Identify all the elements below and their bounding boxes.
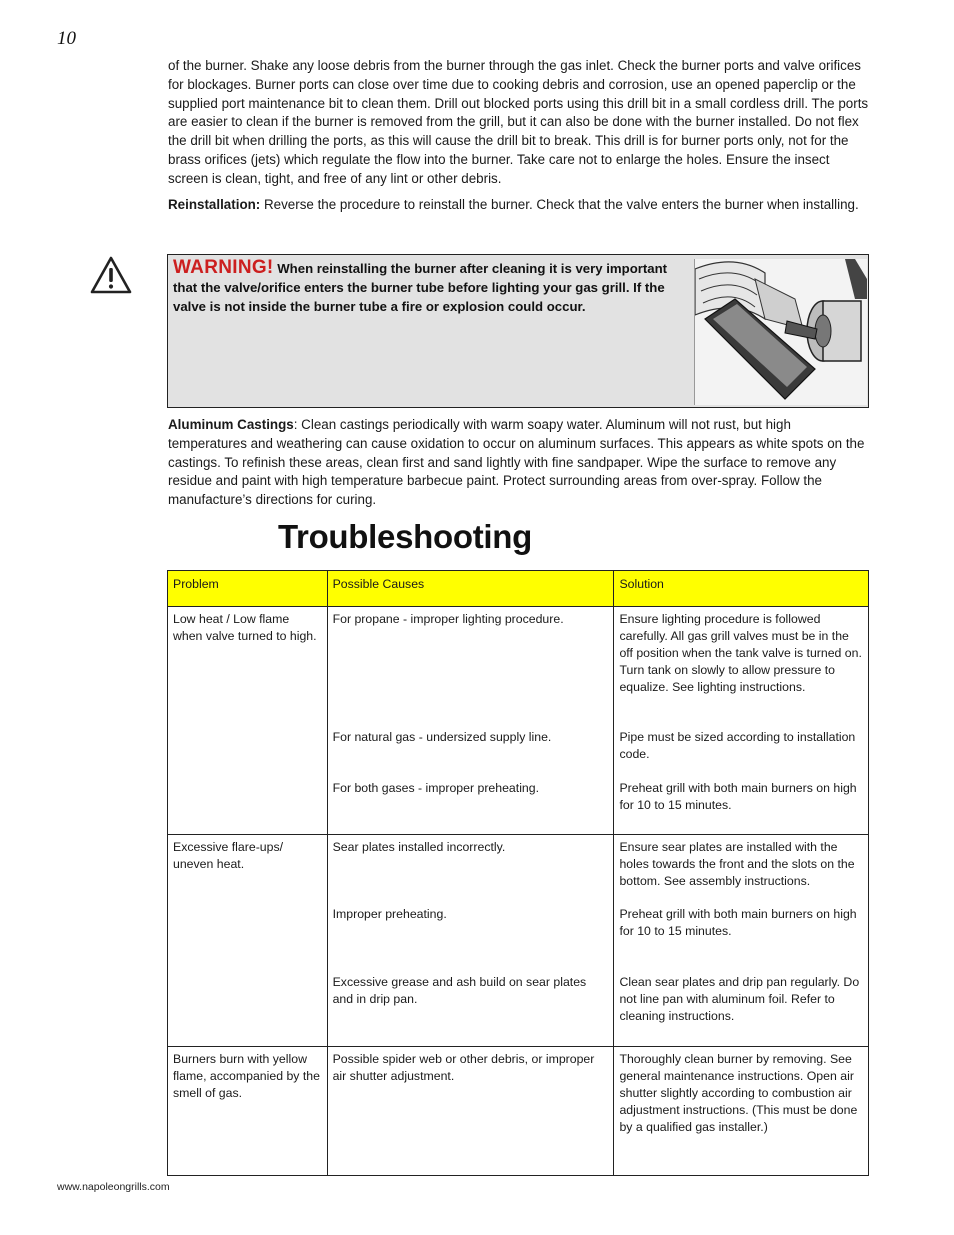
reinstallation-paragraph xyxy=(168,196,870,215)
warning-box xyxy=(167,254,869,408)
aluminum-castings-paragraph xyxy=(168,416,870,510)
table-row xyxy=(168,607,869,835)
troubleshooting-table xyxy=(167,570,869,1176)
warning-triangle-icon xyxy=(89,255,133,295)
cause-entry: For both gases - improper preheating. xyxy=(332,781,540,795)
solution-cell xyxy=(614,607,869,835)
problem-cell: Excessive flare-ups/ uneven heat. xyxy=(168,835,328,1047)
aluminum-label: Aluminum Castings xyxy=(168,417,294,432)
solution-entry: Clean sear plates and drip pan regularly. Do not line pan with aluminum foil. Refer to cleaning instructions. xyxy=(619,975,860,1023)
solution-entry: Preheat grill with both main burners on high for 10 to 15 minutes. xyxy=(619,781,857,812)
reinstallation-text: Reverse the procedure to reinstall the burner. Check that the valve enters the burner when installing. xyxy=(260,197,859,212)
solution-entry: Preheat grill with both main burners on high for 10 to 15 minutes. xyxy=(619,907,857,938)
page-number: 10 xyxy=(57,28,76,49)
cause-entry: Improper preheating. xyxy=(332,907,447,921)
cause-entry: For natural gas - undersized supply line. xyxy=(332,730,552,744)
reinstallation-label: Reinstallation: xyxy=(168,197,261,212)
header-causes: Possible Causes xyxy=(327,571,614,607)
table-row xyxy=(168,835,869,1047)
solution-cell xyxy=(614,1047,869,1176)
intro-paragraph: of the burner. Shake any loose debris from the burner through the gas inlet. Check the burner ports and valve orifices for blockages. Burner ports can close over time due to cooking debris and corrosion, use an opened paperclip or the supplied port maintenance bit to clean them. Drill out blocked ports using this drill bit in a small cordless drill. The ports are easier to clean if the burner is removed from the grill, but it can also be done with the burner installed. Do not flex the drill bit when drilling the ports, as this will cause the drill bit to break. This drill is for burner ports only, not for the brass orifices (jets) which regulate the flow into the burner. Take care not to enlarge the holes. Ensure the insect screen is clean, tight, and free of any lint or other debris. xyxy=(168,58,869,186)
solution-entry: Ensure lighting procedure is followed carefully. All gas grill valves must be in the off position when the tank valve is turned on. Turn tank on slowly to allow pressure to equalize. See lighting instructions. xyxy=(619,612,862,694)
burner-valve-illustration xyxy=(694,259,867,405)
causes-cell xyxy=(327,835,614,1047)
problem-cell: Low heat / Low flame when valve turned to high. xyxy=(168,607,328,835)
header-problem: Problem xyxy=(168,571,328,607)
aluminum-text: : Clean castings periodically with warm soapy water. Aluminum will not rust, but high temperatures and weathering can cause oxidation to occur on aluminum surfaces. This appears as white spots on the castings. To refinish these areas, clean first and sand lightly with fine sandpaper. Wipe the surface to remove any residue and paint with high temperature barbecue paint. Protect surrounding areas from over-spray. Follow the manufacture’s directions for curing. xyxy=(168,417,865,508)
cause-entry: For propane - improper lighting procedure. xyxy=(332,612,564,626)
warning-title: WARNING! xyxy=(173,257,274,278)
problem-cell: Burners burn with yellow flame, accompanied by the smell of gas. xyxy=(168,1047,328,1176)
warning-text: When reinstalling the burner after cleaning it is very important that the valve/orifice enters the burner tube before lighting your gas grill. If the valve is not inside the burner tube a fire or explosion could occur. xyxy=(173,261,668,314)
solution-entry: Thoroughly clean burner by removing. See general maintenance instructions. Open air shutter slightly according to combustion air adjustment instructions. (This must be done by a qualified gas installer.) xyxy=(619,1052,858,1134)
header-solution: Solution xyxy=(614,571,869,607)
cause-entry: Excessive grease and ash build on sear plates and in drip pan. xyxy=(332,975,587,1006)
solution-entry: Ensure sear plates are installed with the holes towards the front and the slots on the bottom. See assembly instructions. xyxy=(619,840,855,888)
causes-cell xyxy=(327,1047,614,1176)
table-row xyxy=(168,1047,869,1176)
warning-message xyxy=(173,258,673,316)
cause-entry: Sear plates installed incorrectly. xyxy=(332,840,506,854)
footer-url: www.napoleongrills.com xyxy=(57,1181,170,1193)
cause-entry: Possible spider web or other debris, or improper air shutter adjustment. xyxy=(332,1052,595,1083)
solution-entry: Pipe must be sized according to installation code. xyxy=(619,730,856,761)
causes-cell xyxy=(327,607,614,835)
troubleshooting-heading: Troubleshooting xyxy=(278,518,532,555)
table-header-row xyxy=(168,571,869,607)
solution-cell xyxy=(614,835,869,1047)
